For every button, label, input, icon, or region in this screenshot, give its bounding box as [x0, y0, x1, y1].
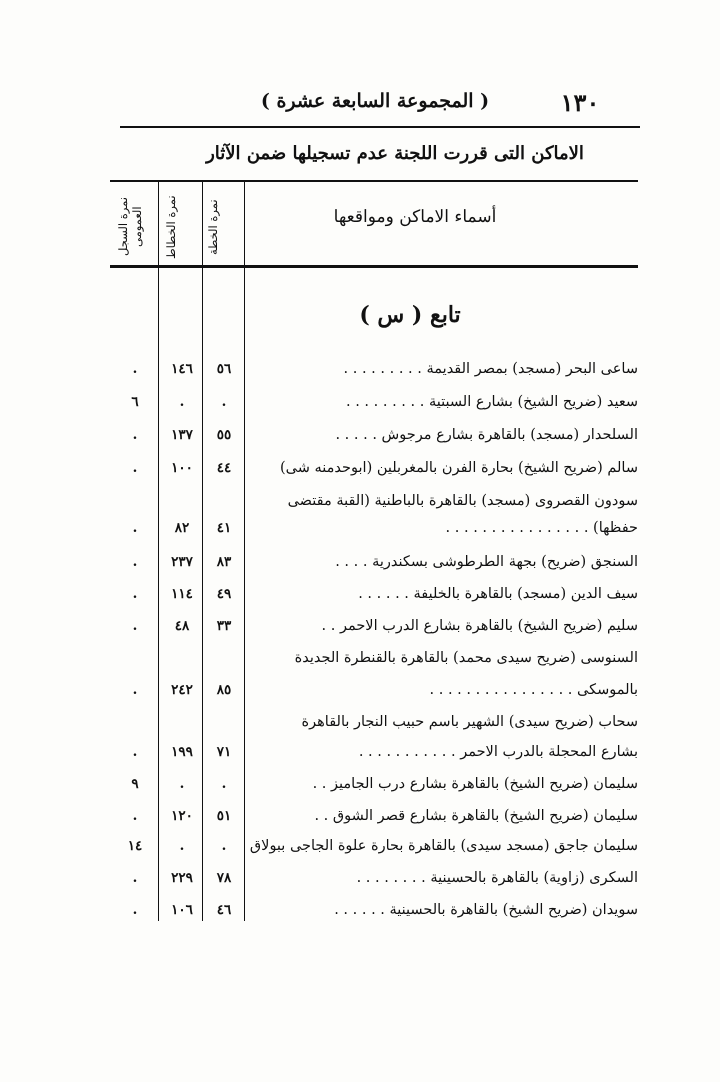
register-number	[110, 642, 160, 675]
plan-number: .	[221, 838, 227, 854]
table-row	[110, 768, 638, 801]
table-row	[110, 674, 638, 707]
plan-number: ٤٩	[216, 586, 232, 602]
planner-number	[160, 642, 204, 675]
register-number: .	[132, 554, 138, 570]
column-header-names: أسماء الاماكن ومواقعها	[333, 207, 497, 227]
column-header-plan-number: نمرة الخطة	[206, 199, 220, 255]
planner-number	[160, 706, 204, 739]
table-row	[110, 452, 638, 485]
table-top-rule	[110, 180, 638, 182]
register-number: .	[132, 744, 138, 760]
place-name: السكرى (زاوية) بالقاهرة بالحسينية . . . . . . . .	[356, 870, 638, 886]
table-row	[110, 419, 638, 452]
register-number: ٩	[131, 776, 139, 792]
table-row	[110, 800, 638, 833]
planner-number: ١٣٧	[171, 427, 193, 443]
planner-number: ٢٣٧	[171, 554, 193, 570]
plan-number: ٥٥	[216, 427, 232, 443]
register-number: .	[132, 460, 138, 476]
planner-number: ٤٨	[174, 618, 190, 634]
plan-number: ٤١	[216, 520, 232, 536]
planner-number: ٢٢٩	[171, 870, 193, 886]
place-name: سيف الدين (مسجد) بالقاهرة بالخليفة . . . . . .	[358, 586, 638, 602]
table-row	[110, 830, 638, 863]
plan-number	[204, 706, 244, 739]
register-number: ١٤	[127, 838, 143, 854]
register-number: .	[132, 682, 138, 698]
register-number: .	[132, 618, 138, 634]
place-name: سالم (ضريح الشيخ) بحارة الفرن بالمغربلين (ابوحدمنه شى)	[280, 460, 638, 476]
place-name: سليمان (ضريح الشيخ) بالقاهرة بشارع درب الجاميز . .	[312, 776, 638, 792]
table-row	[110, 353, 638, 386]
planner-number: .	[179, 838, 185, 854]
plan-number	[204, 642, 244, 675]
planner-number: ١٤٦	[171, 361, 193, 377]
table-title: الاماكن التى قررت اللجنة عدم تسجيلها ضمن الآثار	[206, 143, 584, 164]
table-row	[110, 894, 638, 927]
register-number: ٦	[131, 394, 139, 410]
plan-number: ٧٨	[216, 870, 232, 886]
place-name: سودون القصروى (مسجد) بالقاهرة بالباطنية (القبة مقتضى	[287, 493, 638, 509]
table-row	[110, 736, 638, 769]
plan-number: ٤٦	[216, 902, 232, 918]
place-name: سليمان جاجق (مسجد سيدى) بالقاهرة بحارة علوة الجاجى ببولاق	[249, 838, 638, 854]
planner-number: ١٠٦	[171, 902, 193, 918]
place-name: السنجق (ضريح) بجهة الطرطوشى بسكندرية . . . .	[335, 554, 638, 570]
register-number: .	[132, 586, 138, 602]
table-row	[110, 546, 638, 579]
plan-number: ٤٤	[216, 460, 232, 476]
planner-number: .	[179, 776, 185, 792]
register-number	[110, 706, 160, 739]
register-number: .	[132, 361, 138, 377]
place-name: السلحدار (مسجد) بالقاهرة بشارع مرجوش . . . . .	[335, 427, 638, 443]
place-name: سليم (ضريح الشيخ) بالقاهرة بشارع الدرب الاحمر . .	[321, 618, 638, 634]
place-name: سويدان (ضريح الشيخ) بالقاهرة بالحسينية . . . . . .	[334, 902, 638, 918]
plan-number: .	[221, 394, 227, 410]
place-name: سعيد (ضريح الشيخ) بشارع السبتية . . . . . . . . .	[346, 394, 638, 410]
planner-number: ١١٤	[171, 586, 193, 602]
planner-number: ١٢٠	[171, 808, 193, 824]
place-name: ساعى البحر (مسجد) بمصر القديمة . . . . . . . . .	[343, 361, 638, 377]
place-name: حفظها) . . . . . . . . . . . . . . . .	[445, 520, 638, 536]
table-row	[110, 512, 638, 545]
register-number: .	[132, 870, 138, 886]
table-row	[110, 862, 638, 895]
planner-number: ١٠٠	[171, 460, 193, 476]
section-heading: تابع ( س )	[359, 302, 461, 328]
header-bottom-rule	[110, 265, 638, 268]
plan-number: ٨٣	[216, 554, 232, 570]
register-number: .	[132, 902, 138, 918]
planner-number: ٢٤٢	[171, 682, 193, 698]
column-header-general-register: نمرة السجل العمومى	[116, 197, 144, 257]
plan-number: ٣٣	[216, 618, 232, 634]
column-header-planner-number: نمرة الخطاط	[164, 195, 178, 259]
plan-number: .	[221, 776, 227, 792]
plan-number: ٥١	[216, 808, 232, 824]
table-row	[110, 706, 638, 739]
planner-number: ٨٢	[174, 520, 190, 536]
place-name: بالموسكى . . . . . . . . . . . . . . . .	[429, 682, 638, 698]
table-row	[110, 610, 638, 643]
plan-number: ٨٥	[216, 682, 232, 698]
register-number: .	[132, 520, 138, 536]
table-row	[110, 578, 638, 611]
place-name: سحاب (ضريح سيدى) الشهير باسم حبيب النجار بالقاهرة	[301, 714, 638, 730]
plan-number: ٥٦	[216, 361, 232, 377]
register-number: .	[132, 808, 138, 824]
planner-number: .	[179, 394, 185, 410]
table-row	[110, 386, 638, 419]
table-row	[110, 642, 638, 675]
page-number: ١٣٠	[560, 88, 600, 117]
planner-number: ١٩٩	[171, 744, 193, 760]
place-name: بشارع المحجلة بالدرب الاحمر . . . . . . . . . . .	[358, 744, 638, 760]
header-rule	[120, 126, 640, 128]
place-name: سليمان (ضريح الشيخ) بالقاهرة بشارع قصر الشوق . .	[314, 808, 638, 824]
register-number: .	[132, 427, 138, 443]
plan-number: ٧١	[216, 744, 232, 760]
place-name: السنوسى (ضريح سيدى محمد) بالقاهرة بالقنطرة الجديدة	[294, 650, 638, 666]
running-head: ( المجموعة السابعة عشرة )	[260, 90, 490, 112]
